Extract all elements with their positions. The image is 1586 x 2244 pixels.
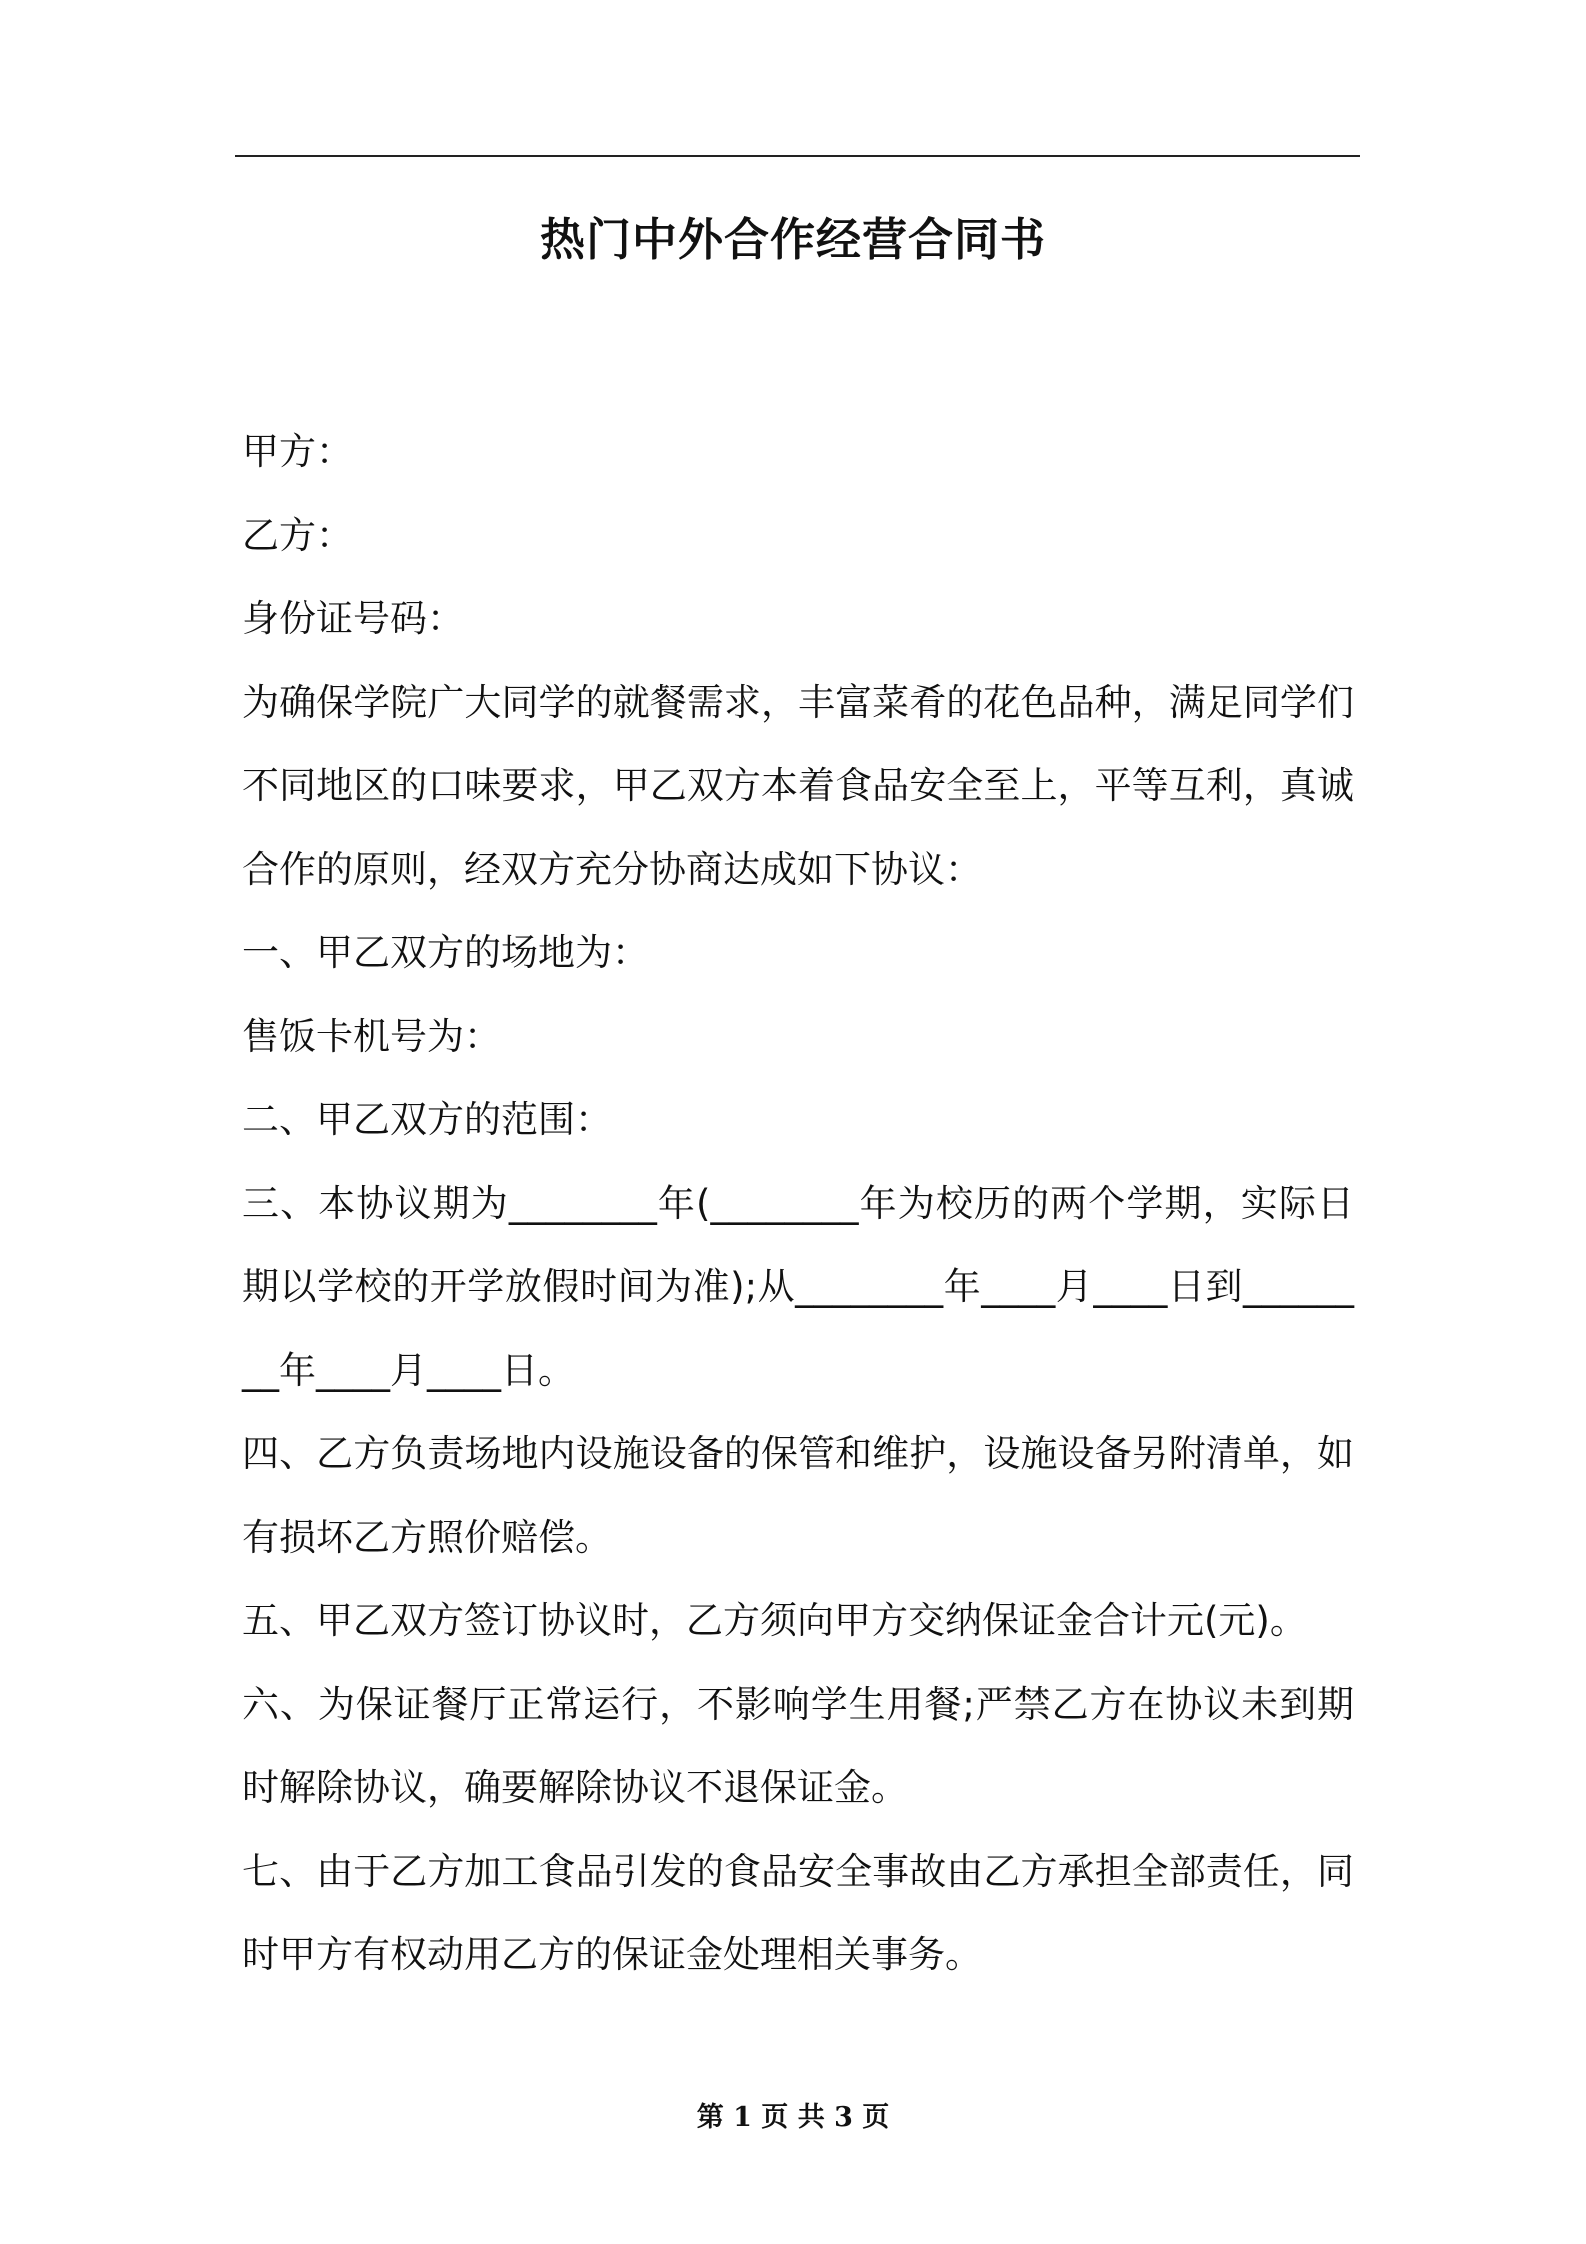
- document-title: 热门中外合作经营合同书: [539, 213, 1046, 266]
- clause-4: 四、乙方负责场地内设施设备的保管和维护，设施设备另附清单，如有损坏乙方照价赔偿。: [242, 1432, 1354, 1559]
- clause-5: 五、甲乙双方签订协议时，乙方须向甲方交纳保证金合计元(元)。: [242, 1599, 1307, 1642]
- clause-6: 六、为保证餐厅正常运行，不影响学生用餐;严禁乙方在协议未到期时解除协议，确要解除协议不退保证金。: [242, 1682, 1354, 1809]
- clause-1: 一、甲乙双方的场地为：: [242, 931, 649, 974]
- id-number-line: 身份证号码：: [242, 597, 464, 640]
- card-machine-line: 售饭卡机号为：: [242, 1014, 501, 1058]
- clause-7: 七、由于乙方加工食品引发的食品安全事故由乙方承担全部责任，同时甲方有权动用乙方的保证金处理相关事务。: [242, 1849, 1354, 1976]
- header-rule: [235, 155, 1360, 157]
- page-number-footer: 第 1 页 共 3 页: [696, 2102, 890, 2133]
- party-b-line: 乙方：: [242, 513, 353, 557]
- clause-2: 二、甲乙双方的范围：: [242, 1098, 612, 1141]
- party-a-line: 甲方：: [242, 430, 353, 473]
- document-body: [242, 410, 1354, 1997]
- clause-3: 三、本协议期为________年(________年为校历的两个学期，实际日期以学校的开学放假时间为准);从________年____月____日到________年____月____日。: [242, 1181, 1354, 1392]
- preamble-paragraph: 为确保学院广大同学的就餐需求，丰富菜肴的花色品种，满足同学们不同地区的口味要求，甲乙双方本着食品安全至上，平等互利，真诚合作的原则，经双方充分协商达成如下协议：: [242, 680, 1354, 891]
